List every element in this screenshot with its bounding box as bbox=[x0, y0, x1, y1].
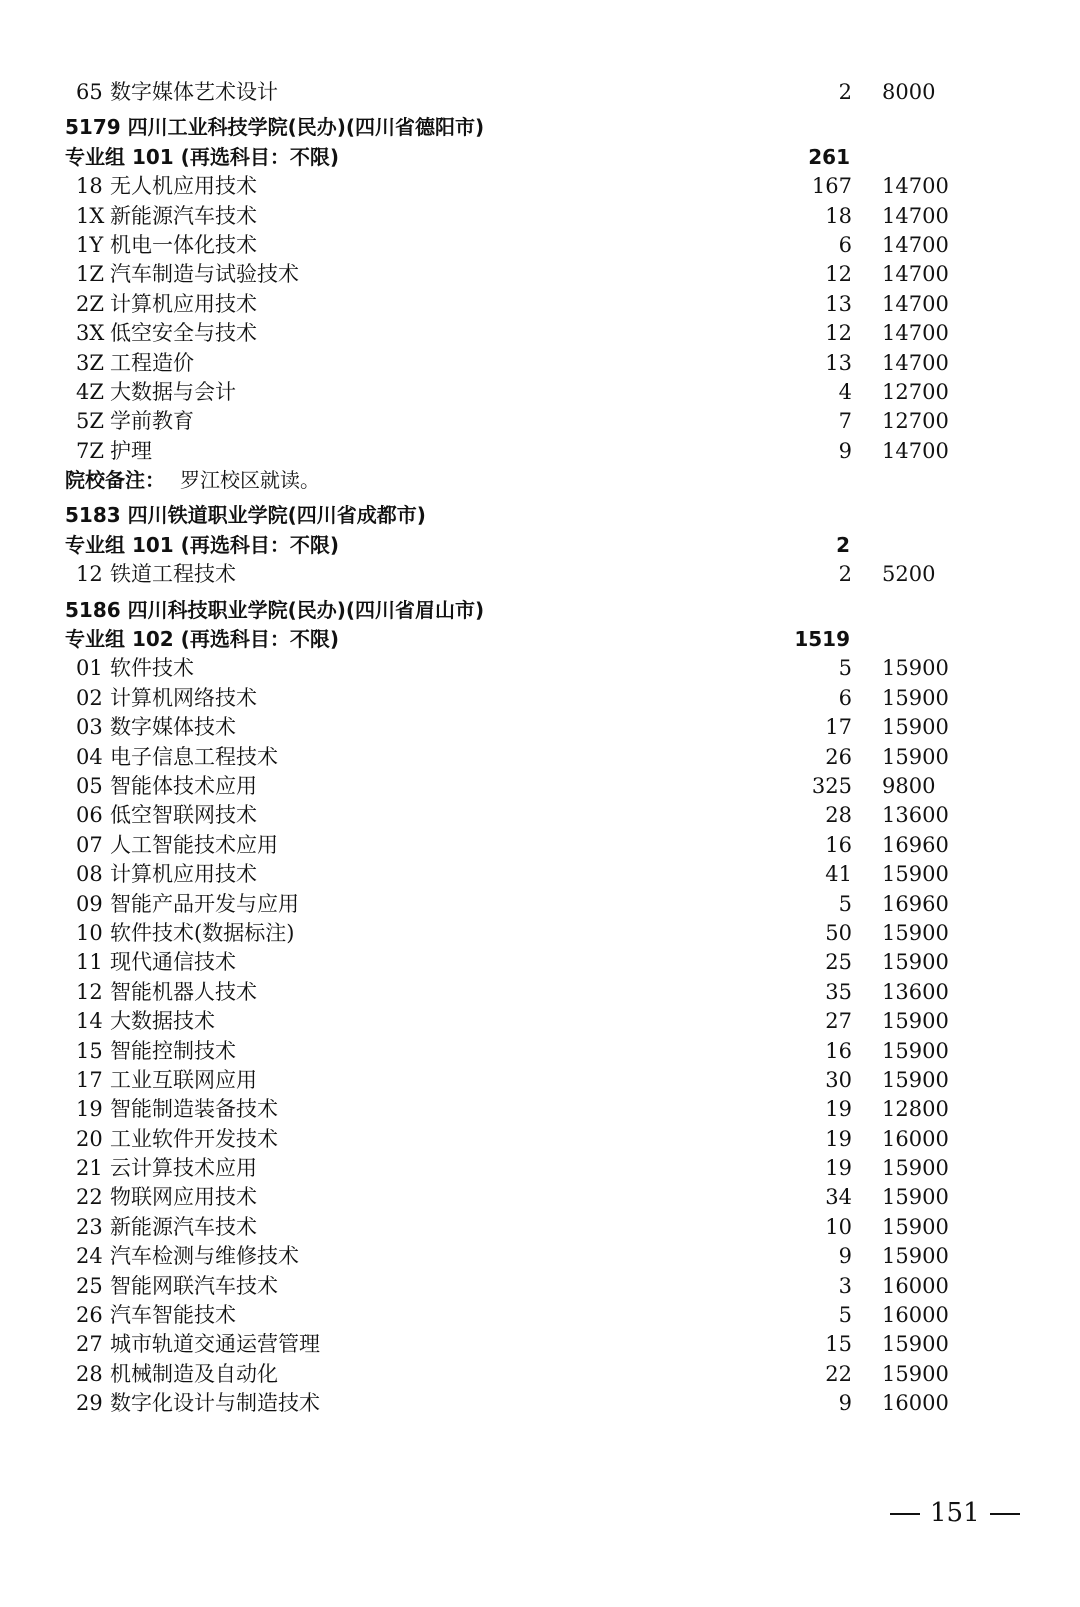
major-name: 智能网联汽车技术 bbox=[110, 1273, 278, 1298]
major-code: 23 bbox=[76, 1214, 103, 1239]
footer-dash-left bbox=[890, 1513, 920, 1515]
major-row bbox=[0, 1095, 1080, 1124]
school-heading bbox=[0, 113, 1080, 142]
tuition-fee: 13600 bbox=[882, 803, 949, 828]
major-row bbox=[0, 654, 1080, 683]
major-name: 计算机网络技术 bbox=[110, 685, 257, 710]
tuition-fee: 15900 bbox=[882, 1244, 949, 1269]
major-name: 铁道工程技术 bbox=[110, 562, 236, 587]
school-heading bbox=[0, 501, 1080, 530]
major-code: 18 bbox=[76, 174, 103, 199]
major-code: 09 bbox=[76, 891, 103, 916]
enrollment-count: 4 bbox=[838, 379, 852, 404]
tuition-fee: 15900 bbox=[882, 1361, 949, 1386]
enrollment-count: 9 bbox=[838, 438, 852, 463]
major-name: 机电一体化技术 bbox=[110, 232, 257, 257]
tuition-fee: 15900 bbox=[882, 656, 949, 681]
major-code: 01 bbox=[76, 656, 103, 681]
enrollment-count: 26 bbox=[825, 744, 852, 769]
tuition-fee: 15900 bbox=[882, 1038, 949, 1063]
major-row bbox=[0, 1213, 1080, 1242]
major-code: 05 bbox=[76, 773, 103, 798]
major-code: 4Z bbox=[76, 379, 104, 404]
major-name: 智能制造装备技术 bbox=[110, 1097, 278, 1122]
school-title: 5179 四川工业科技学院(民办)(四川省德阳市) bbox=[65, 115, 485, 140]
major-row bbox=[0, 172, 1080, 201]
major-code: 12 bbox=[76, 562, 103, 587]
enrollment-count: 15 bbox=[825, 1332, 852, 1357]
major-row bbox=[0, 948, 1080, 977]
major-row bbox=[0, 231, 1080, 260]
enrollment-count: 19 bbox=[825, 1126, 852, 1151]
major-name: 现代通信技术 bbox=[110, 950, 236, 975]
enrollment-count: 27 bbox=[825, 1009, 852, 1034]
major-name: 大数据技术 bbox=[110, 1009, 215, 1034]
major-name: 软件技术(数据标注) bbox=[110, 920, 295, 945]
enrollment-count: 167 bbox=[811, 174, 852, 199]
school-title: 5186 四川科技职业学院(民办)(四川省眉山市) bbox=[65, 597, 485, 622]
school-heading bbox=[0, 596, 1080, 625]
major-row bbox=[0, 831, 1080, 860]
major-row bbox=[0, 890, 1080, 919]
major-row bbox=[0, 801, 1080, 830]
major-code: 2Z bbox=[76, 291, 104, 316]
note-label: 院校备注： bbox=[65, 468, 165, 493]
enrollment-count: 12 bbox=[825, 321, 852, 346]
major-name: 城市轨道交通运营管理 bbox=[110, 1332, 320, 1357]
enrollment-count: 7 bbox=[838, 409, 852, 434]
group-title: 专业组 101 (再选科目：不限) bbox=[65, 144, 339, 169]
tuition-fee: 14700 bbox=[882, 174, 949, 199]
tuition-fee: 13600 bbox=[882, 979, 949, 1004]
tuition-fee: 15900 bbox=[882, 920, 949, 945]
major-name: 智能机器人技术 bbox=[110, 979, 257, 1004]
major-row bbox=[0, 1389, 1080, 1418]
major-name: 低空智联网技术 bbox=[110, 803, 257, 828]
major-row bbox=[0, 407, 1080, 436]
enrollment-count: 9 bbox=[838, 1244, 852, 1269]
major-name: 汽车智能技术 bbox=[110, 1303, 236, 1328]
major-row bbox=[0, 743, 1080, 772]
enrollment-count: 19 bbox=[825, 1156, 852, 1181]
tuition-fee: 16000 bbox=[882, 1126, 949, 1151]
enrollment-count: 325 bbox=[811, 773, 852, 798]
major-code: 3Z bbox=[76, 350, 104, 375]
enrollment-count: 35 bbox=[825, 979, 852, 1004]
tuition-fee: 15900 bbox=[882, 1067, 949, 1092]
major-code: 15 bbox=[76, 1038, 103, 1063]
tuition-fee: 16000 bbox=[882, 1391, 949, 1416]
major-name: 数字媒体艺术设计 bbox=[110, 80, 278, 104]
tuition-fee: 14700 bbox=[882, 291, 949, 316]
enrollment-count: 16 bbox=[825, 832, 852, 857]
page-number: 151 bbox=[930, 1498, 980, 1528]
document-body bbox=[0, 78, 1080, 1419]
major-row bbox=[0, 437, 1080, 466]
tuition-fee: 16960 bbox=[882, 832, 949, 857]
tuition-fee: 9800 bbox=[882, 773, 936, 798]
enrollment-count: 22 bbox=[825, 1361, 852, 1386]
major-name: 人工智能技术应用 bbox=[110, 832, 278, 857]
major-name: 智能产品开发与应用 bbox=[110, 891, 299, 916]
major-code: 22 bbox=[76, 1185, 103, 1210]
major-name: 数字媒体技术 bbox=[110, 715, 236, 740]
tuition-fee: 15900 bbox=[882, 1185, 949, 1210]
group-title: 专业组 101 (再选科目：不限) bbox=[65, 532, 339, 557]
enrollment-count: 18 bbox=[825, 203, 852, 228]
school-note bbox=[0, 466, 1080, 495]
major-row bbox=[0, 1037, 1080, 1066]
tuition-fee: 5200 bbox=[882, 562, 936, 587]
major-row bbox=[0, 1154, 1080, 1183]
major-row bbox=[0, 1125, 1080, 1154]
tuition-fee: 14700 bbox=[882, 203, 949, 228]
tuition-fee: 8000 bbox=[882, 80, 936, 104]
major-code: 5Z bbox=[76, 409, 104, 434]
major-code: 17 bbox=[76, 1067, 103, 1092]
enrollment-count: 2 bbox=[838, 562, 852, 587]
group-total: 261 bbox=[808, 144, 850, 169]
major-name: 学前教育 bbox=[110, 409, 194, 434]
major-row bbox=[0, 560, 1080, 589]
major-row bbox=[0, 1242, 1080, 1271]
enrollment-count: 5 bbox=[838, 1303, 852, 1328]
major-row bbox=[0, 978, 1080, 1007]
tuition-fee: 14700 bbox=[882, 232, 949, 257]
major-row bbox=[0, 919, 1080, 948]
major-code: 26 bbox=[76, 1303, 103, 1328]
major-code: 29 bbox=[76, 1391, 103, 1416]
tuition-fee: 15900 bbox=[882, 744, 949, 769]
major-name: 汽车制造与试验技术 bbox=[110, 262, 299, 287]
page-footer bbox=[880, 1498, 1030, 1528]
major-code: 24 bbox=[76, 1244, 103, 1269]
major-name: 新能源汽车技术 bbox=[110, 1214, 257, 1239]
major-name: 数字化设计与制造技术 bbox=[110, 1391, 320, 1416]
major-row bbox=[0, 78, 1080, 107]
major-name: 计算机应用技术 bbox=[110, 862, 257, 887]
major-row bbox=[0, 1330, 1080, 1359]
enrollment-count: 2 bbox=[838, 80, 852, 104]
major-code: 03 bbox=[76, 715, 103, 740]
major-name: 无人机应用技术 bbox=[110, 174, 257, 199]
major-code: 25 bbox=[76, 1273, 103, 1298]
major-name: 护理 bbox=[110, 438, 152, 463]
major-name: 大数据与会计 bbox=[110, 379, 236, 404]
enrollment-count: 5 bbox=[838, 891, 852, 916]
tuition-fee: 15900 bbox=[882, 950, 949, 975]
major-name: 智能体技术应用 bbox=[110, 773, 257, 798]
major-row bbox=[0, 684, 1080, 713]
major-code: 1X bbox=[76, 203, 105, 228]
major-row bbox=[0, 1301, 1080, 1330]
tuition-fee: 15900 bbox=[882, 1214, 949, 1239]
tuition-fee: 15900 bbox=[882, 1156, 949, 1181]
enrollment-count: 25 bbox=[825, 950, 852, 975]
major-name: 电子信息工程技术 bbox=[110, 744, 278, 769]
tuition-fee: 15900 bbox=[882, 1009, 949, 1034]
enrollment-count: 28 bbox=[825, 803, 852, 828]
major-code: 11 bbox=[76, 950, 103, 975]
enrollment-count: 5 bbox=[838, 656, 852, 681]
enrollment-count: 9 bbox=[838, 1391, 852, 1416]
major-group-heading bbox=[0, 625, 1080, 654]
major-row bbox=[0, 202, 1080, 231]
major-code: 19 bbox=[76, 1097, 103, 1122]
major-code: 1Y bbox=[76, 232, 104, 257]
tuition-fee: 15900 bbox=[882, 862, 949, 887]
enrollment-count: 3 bbox=[838, 1273, 852, 1298]
enrollment-count: 30 bbox=[825, 1067, 852, 1092]
tuition-fee: 12700 bbox=[882, 379, 949, 404]
major-name: 低空安全与技术 bbox=[110, 321, 257, 346]
major-code: 04 bbox=[76, 744, 103, 769]
major-code: 02 bbox=[76, 685, 103, 710]
enrollment-count: 19 bbox=[825, 1097, 852, 1122]
major-code: 65 bbox=[76, 80, 103, 104]
group-title: 专业组 102 (再选科目：不限) bbox=[65, 627, 339, 652]
enrollment-count: 16 bbox=[825, 1038, 852, 1063]
footer-dash-right bbox=[990, 1513, 1020, 1515]
major-row bbox=[0, 860, 1080, 889]
major-name: 新能源汽车技术 bbox=[110, 203, 257, 228]
major-group-heading bbox=[0, 531, 1080, 560]
major-group-heading bbox=[0, 143, 1080, 172]
major-row bbox=[0, 290, 1080, 319]
tuition-fee: 16000 bbox=[882, 1273, 949, 1298]
major-row bbox=[0, 349, 1080, 378]
major-name: 智能控制技术 bbox=[110, 1038, 236, 1063]
major-code: 7Z bbox=[76, 438, 104, 463]
major-row bbox=[0, 1066, 1080, 1095]
major-code: 3X bbox=[76, 321, 105, 346]
major-row bbox=[0, 1007, 1080, 1036]
tuition-fee: 12700 bbox=[882, 409, 949, 434]
major-code: 10 bbox=[76, 920, 103, 945]
enrollment-count: 6 bbox=[838, 232, 852, 257]
major-code: 06 bbox=[76, 803, 103, 828]
enrollment-count: 6 bbox=[838, 685, 852, 710]
major-code: 28 bbox=[76, 1361, 103, 1386]
enrollment-count: 13 bbox=[825, 291, 852, 316]
major-name: 工业互联网应用 bbox=[110, 1067, 257, 1092]
enrollment-count: 17 bbox=[825, 715, 852, 740]
tuition-fee: 15900 bbox=[882, 715, 949, 740]
major-row bbox=[0, 713, 1080, 742]
group-total: 2 bbox=[836, 532, 850, 557]
enrollment-count: 13 bbox=[825, 350, 852, 375]
school-title: 5183 四川铁道职业学院(四川省成都市) bbox=[65, 503, 426, 528]
tuition-fee: 12800 bbox=[882, 1097, 949, 1122]
tuition-fee: 16000 bbox=[882, 1303, 949, 1328]
major-name: 计算机应用技术 bbox=[110, 291, 257, 316]
major-row bbox=[0, 1272, 1080, 1301]
major-code: 1Z bbox=[76, 262, 104, 287]
major-name: 汽车检测与维修技术 bbox=[110, 1244, 299, 1269]
major-row bbox=[0, 1360, 1080, 1389]
tuition-fee: 15900 bbox=[882, 685, 949, 710]
major-name: 机械制造及自动化 bbox=[110, 1361, 278, 1386]
enrollment-count: 34 bbox=[825, 1185, 852, 1210]
group-total: 1519 bbox=[794, 627, 850, 652]
major-code: 14 bbox=[76, 1009, 103, 1034]
major-name: 物联网应用技术 bbox=[110, 1185, 257, 1210]
major-name: 工业软件开发技术 bbox=[110, 1126, 278, 1151]
enrollment-count: 12 bbox=[825, 262, 852, 287]
tuition-fee: 14700 bbox=[882, 262, 949, 287]
major-code: 08 bbox=[76, 862, 103, 887]
tuition-fee: 14700 bbox=[882, 350, 949, 375]
enrollment-count: 50 bbox=[825, 920, 852, 945]
major-row bbox=[0, 319, 1080, 348]
major-code: 07 bbox=[76, 832, 103, 857]
tuition-fee: 16960 bbox=[882, 891, 949, 916]
major-name: 云计算技术应用 bbox=[110, 1156, 257, 1181]
tuition-fee: 14700 bbox=[882, 321, 949, 346]
major-row bbox=[0, 260, 1080, 289]
major-row bbox=[0, 1183, 1080, 1212]
note-text: 罗江校区就读。 bbox=[180, 468, 320, 493]
major-code: 20 bbox=[76, 1126, 103, 1151]
enrollment-count: 41 bbox=[825, 862, 852, 887]
tuition-fee: 14700 bbox=[882, 438, 949, 463]
major-code: 21 bbox=[76, 1156, 103, 1181]
enrollment-count: 10 bbox=[825, 1214, 852, 1239]
major-code: 12 bbox=[76, 979, 103, 1004]
major-row bbox=[0, 378, 1080, 407]
major-name: 工程造价 bbox=[110, 350, 194, 375]
major-code: 27 bbox=[76, 1332, 103, 1357]
major-row bbox=[0, 772, 1080, 801]
tuition-fee: 15900 bbox=[882, 1332, 949, 1357]
major-name: 软件技术 bbox=[110, 656, 194, 681]
